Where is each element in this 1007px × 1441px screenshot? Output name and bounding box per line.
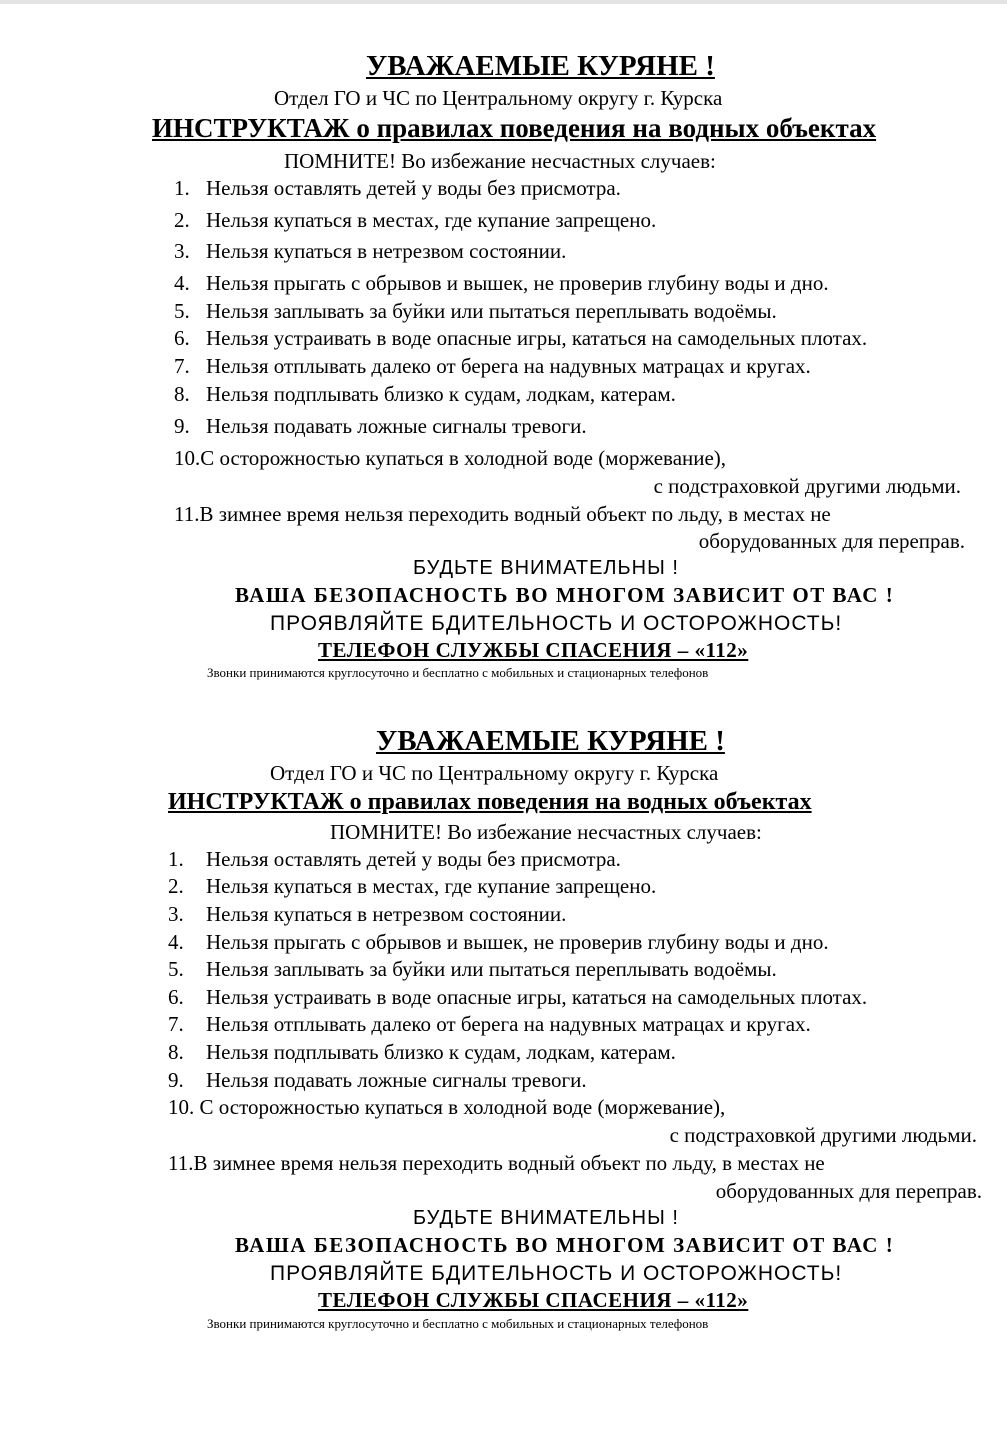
calls-note: Звонки принимаются круглосуточно и бесплатно с мобильных и стационарных телефонов xyxy=(207,1316,709,1331)
rule-text: Нельзя подавать ложные сигналы тревоги. xyxy=(206,1068,587,1092)
rule-number: 8. xyxy=(168,1040,184,1064)
rule-text: Нельзя устраивать в воде опасные игры, кататься на самодельных плотах. xyxy=(206,326,868,350)
notice-title: УВАЖАЕМЫЕ КУРЯНЕ ! xyxy=(376,725,725,757)
rule-text: Нельзя подплывать близко к судам, лодкам, катерам. xyxy=(206,1040,676,1064)
rule-text: Нельзя купаться в местах, где купание запрещено. xyxy=(206,874,657,898)
rule-number: 1. xyxy=(168,847,184,871)
vigilance-line: ПРОЯВЛЯЙТЕ БДИТЕЛЬНОСТЬ И ОСТОРОЖНОСТЬ! xyxy=(270,612,843,635)
rule-10-line-2: с подстраховкой другими людьми. xyxy=(653,474,961,498)
rule-text: Нельзя отплывать далеко от берега на надувных матрацах и кругах. xyxy=(206,1012,811,1036)
safety-line: ВАША БЕЗОПАСНОСТЬ ВО МНОГОМ ЗАВИСИТ ОТ ВАС ! xyxy=(235,583,895,607)
rule-text: Нельзя купаться в нетрезвом состоянии. xyxy=(206,902,567,926)
rule-text: Нельзя отплывать далеко от берега на надувных матрацах и кругах. xyxy=(206,354,811,378)
rule-number: 6. xyxy=(174,326,190,350)
notice-title: УВАЖАЕМЫЕ КУРЯНЕ ! xyxy=(366,50,715,82)
vigilance-line: ПРОЯВЛЯЙТЕ БДИТЕЛЬНОСТЬ И ОСТОРОЖНОСТЬ! xyxy=(270,1262,843,1285)
remember-line: ПОМНИТЕ! Во избежание несчастных случаев: xyxy=(330,820,762,844)
rule-number: 9. xyxy=(168,1068,184,1092)
rule-number: 7. xyxy=(174,354,190,378)
rule-number: 4. xyxy=(168,930,184,954)
department-line: Отдел ГО и ЧС по Центральному округу г. Курска xyxy=(274,86,723,110)
rule-number: 9. xyxy=(174,414,190,438)
rescue-phone-line: ТЕЛЕФОН СЛУЖБЫ СПАСЕНИЯ – «112» xyxy=(318,638,749,662)
rule-text: Нельзя прыгать с обрывов и вышек, не проверив глубину воды и дно. xyxy=(206,930,829,954)
rule-text: Нельзя купаться в нетрезвом состоянии. xyxy=(206,239,567,263)
rule-text: Нельзя подплывать близко к судам, лодкам, катерам. xyxy=(206,382,676,406)
rule-text: Нельзя прыгать с обрывов и вышек, не проверив глубину воды и дно. xyxy=(206,271,829,295)
department-line: Отдел ГО и ЧС по Центральному округу г. Курска xyxy=(270,761,719,785)
rule-text: Нельзя устраивать в воде опасные игры, кататься на самодельных плотах. xyxy=(206,985,868,1009)
rule-10-line-1: 10. С осторожностью купаться в холодной воде (моржевание), xyxy=(168,1095,726,1119)
safety-line: ВАША БЕЗОПАСНОСТЬ ВО МНОГОМ ЗАВИСИТ ОТ ВАС ! xyxy=(235,1233,895,1257)
be-attentive-line: БУДЬТЕ ВНИМАТЕЛЬНЫ ! xyxy=(413,1207,679,1229)
remember-line: ПОМНИТЕ! Во избежание несчастных случаев: xyxy=(284,149,716,173)
rule-text: Нельзя купаться в местах, где купание запрещено. xyxy=(206,208,657,232)
rule-11-line-1: 11.В зимнее время нельзя переходить водный объект по льду, в местах не xyxy=(174,502,831,526)
rule-number: 8. xyxy=(174,382,190,406)
rule-number: 3. xyxy=(168,902,184,926)
rule-11-line-2: оборудованных для переправ. xyxy=(715,1179,982,1203)
rule-text: Нельзя подавать ложные сигналы тревоги. xyxy=(206,414,587,438)
rule-10-line-1: 10.С осторожностью купаться в холодной воде (моржевание), xyxy=(174,446,727,470)
rule-number: 2. xyxy=(174,208,190,232)
rule-text: Нельзя оставлять детей у воды без присмотра. xyxy=(206,847,621,871)
instruction-title: ИНСТРУКТАЖ о правилах поведения на водных объектах xyxy=(152,113,877,143)
rule-text: Нельзя заплывать за буйки или пытаться переплывать водоёмы. xyxy=(206,957,777,981)
rule-number: 7. xyxy=(168,1012,184,1036)
instruction-title: ИНСТРУКТАЖ о правилах поведения на водных объектах xyxy=(168,789,812,815)
rule-11-line-2: оборудованных для переправ. xyxy=(698,529,965,553)
rule-number: 5. xyxy=(174,299,190,323)
rescue-phone-line: ТЕЛЕФОН СЛУЖБЫ СПАСЕНИЯ – «112» xyxy=(318,1288,749,1312)
rule-10-line-2: с подстраховкой другими людьми. xyxy=(669,1123,977,1147)
rule-number: 5. xyxy=(168,957,184,981)
rule-text: Нельзя заплывать за буйки или пытаться переплывать водоёмы. xyxy=(206,299,777,323)
rule-11-line-1: 11.В зимнее время нельзя переходить водный объект по льду, в местах не xyxy=(168,1151,825,1175)
rule-number: 6. xyxy=(168,985,184,1009)
rule-number: 3. xyxy=(174,239,190,263)
calls-note: Звонки принимаются круглосуточно и бесплатно с мобильных и стационарных телефонов xyxy=(207,665,709,680)
rule-number: 2. xyxy=(168,874,184,898)
be-attentive-line: БУДЬТЕ ВНИМАТЕЛЬНЫ ! xyxy=(413,557,679,579)
rule-text: Нельзя оставлять детей у воды без присмотра. xyxy=(206,176,621,200)
rule-number: 1. xyxy=(174,176,190,200)
top-edge-bar xyxy=(0,0,1007,4)
rule-number: 4. xyxy=(174,271,190,295)
